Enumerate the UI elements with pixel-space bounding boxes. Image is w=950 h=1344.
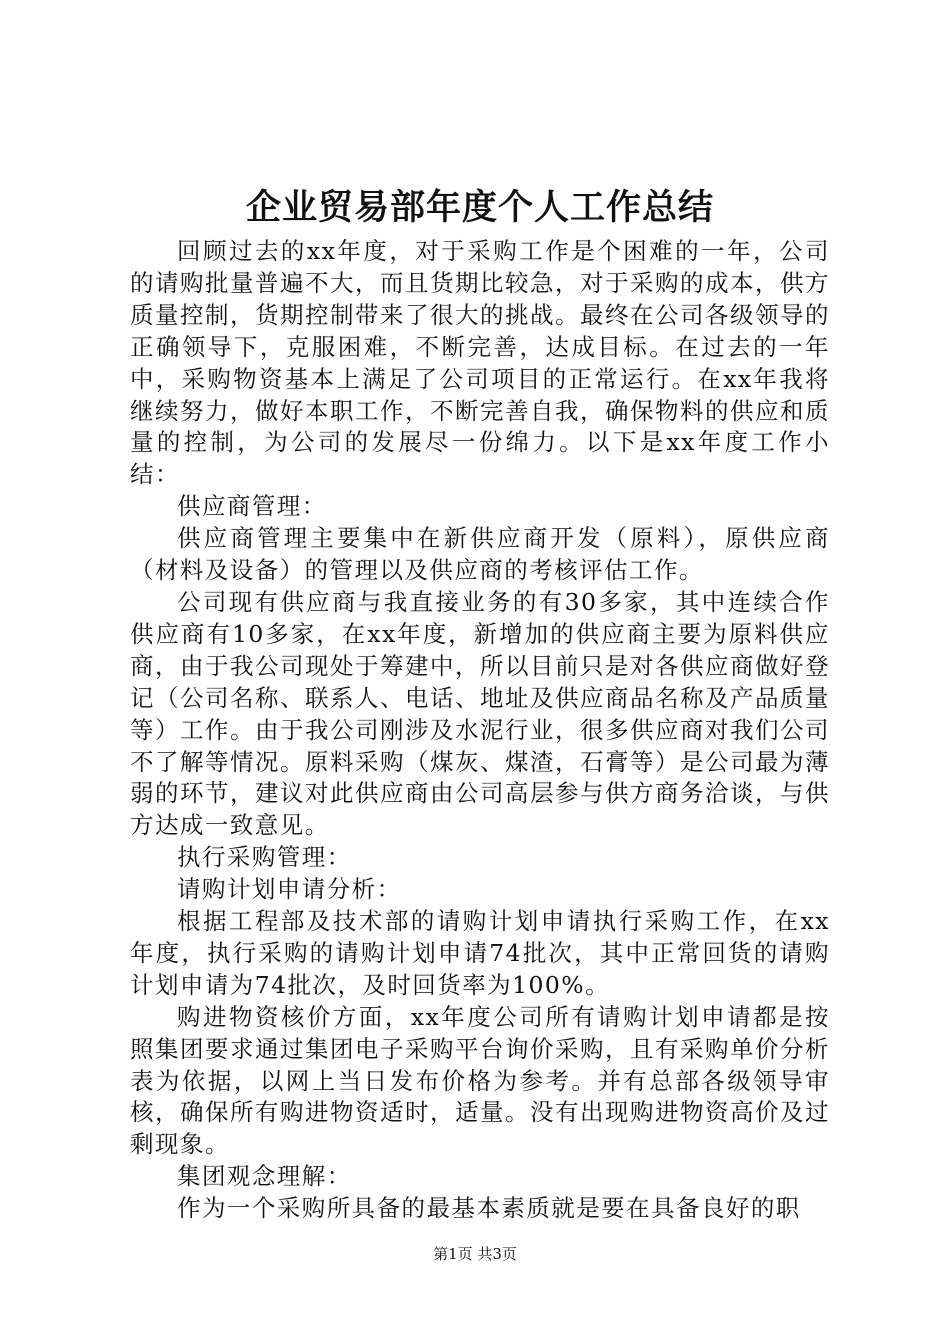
paragraph-group-concept: 作为一个采购所具备的最基本素质就是要在具备良好的职 (177, 1194, 801, 1223)
paragraph-intro: 回顾过去的xx年度，对于采购工作是个困难的一年，公司的请购批量普遍不大，而且货期比较急，对于采购的成本，供方质量控制，货期控制带来了很大的挑战。最终在公司各级领导的正确领导下，克服困难，不断完善，达成目标。在过去的一年中，采购物资基本上满足了公司项目的正常运行。在xx年我将继续努力，做好本职工作，不断完善自我，确保物料的供应和质量的控制，为公司的发展尽一份绵力。以下是xx年度工作小结： (130, 237, 830, 489)
heading-request-analysis: 请购计划申请分析： (177, 875, 402, 904)
paragraph-request-analysis: 根据工程部及技术部的请购计划申请执行采购工作，在xx年度，执行采购的请购计划申请74批次，其中正常回货的请购计划申请为74批次，及时回货率为100%。 (130, 907, 830, 999)
document-body (130, 236, 830, 1225)
paragraph-supplier-details: 公司现有供应商与我直接业务的有30多家，其中连续合作供应商有10多家，在xx年度，新增加的供应商主要为原料供应商，由于我公司现处于筹建中，所以目前只是对各供应商做好登记（公司名称、联系人、电话、地址及供应商品名称及产品质量等）工作。由于我公司刚涉及水泥行业，很多供应商对我们公司不了解等情况。原料采购（煤灰、煤渣，石膏等）是公司最为薄弱的环节，建议对此供应商由公司高层参与供方商务洽谈，与供方达成一致意见。 (130, 587, 830, 840)
document-title: 企业贸易部年度个人工作总结 (245, 187, 714, 228)
heading-group-concept: 集团观念理解： (177, 1162, 352, 1191)
heading-supplier-management: 供应商管理： (177, 492, 327, 521)
paragraph-price-check: 购进物资核价方面，xx年度公司所有请购计划申请都是按照集团要求通过集团电子采购平台询价采购，且有采购单价分析表为依据，以网上当日发布价格为参考。并有总部各级领导审核，确保所有购进物资适时，适量。没有出现购进物资高价及过剩现象。 (130, 1002, 830, 1159)
heading-purchase-execution: 执行采购管理： (177, 843, 352, 872)
paragraph-supplier-focus: 供应商管理主要集中在新供应商开发（原料），原供应商（材料及设备）的管理以及供应商的考核评估工作。 (130, 524, 830, 585)
page-indicator: 第1页 共3页 (433, 1245, 517, 1263)
